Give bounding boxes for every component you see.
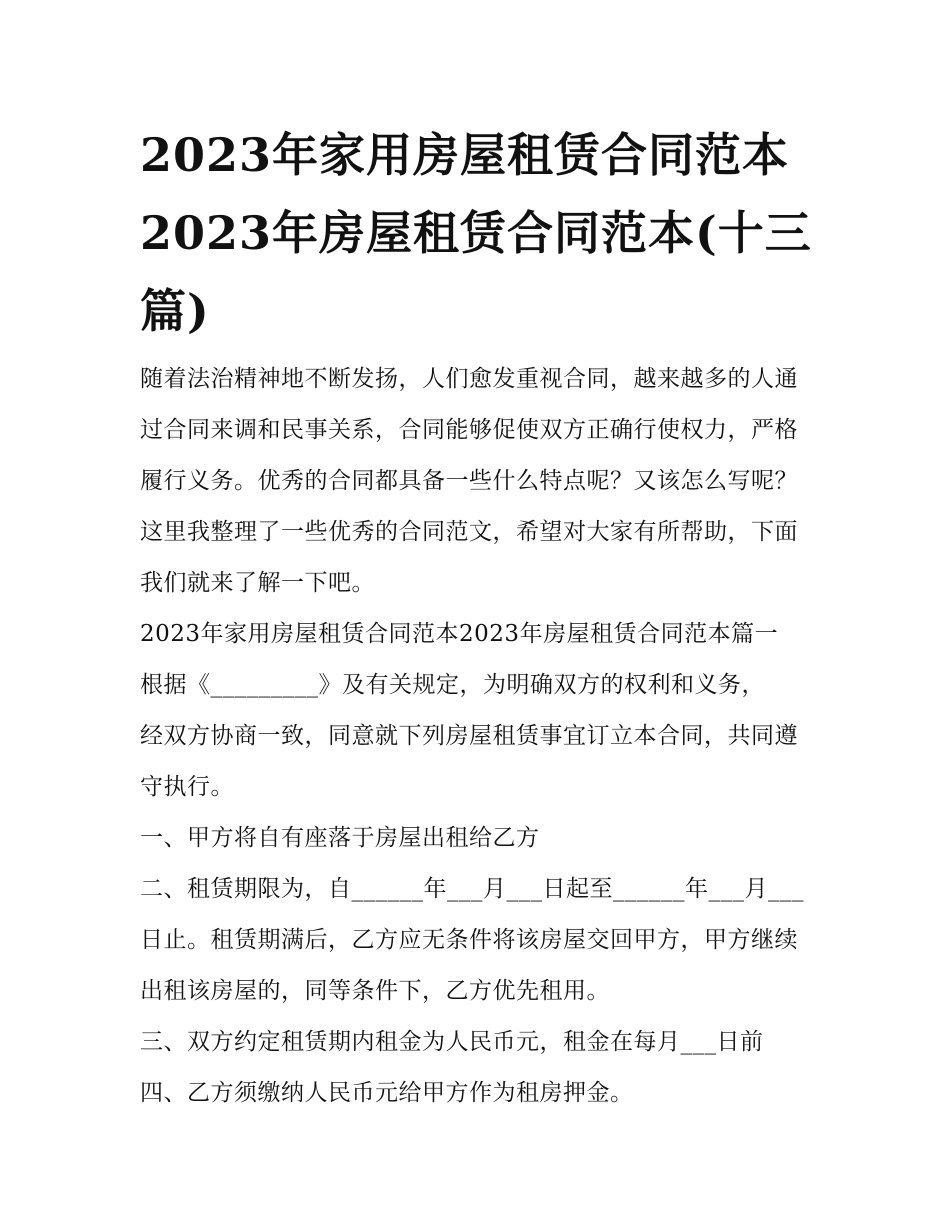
intro-paragraph: 随着法治精神地不断发扬，人们愈发重视合同，越来越多的人通过合同来调和民事关系，合同能够促使双方正确行使权力，严格履行义务。优秀的合同都具备一些什么特点呢？又该怎么写呢？这里我整理了一些优秀的合同范文，希望对大家有所帮助，下面我们就来了解一下吧。 bbox=[140, 366, 798, 596]
section-heading: 2023年家用房屋租赁合同范本2023年房屋租赁合同范本篇一 bbox=[140, 621, 779, 647]
clause-4: 四、乙方须缴纳人民币元给甲方作为租房押金。 bbox=[140, 1080, 634, 1106]
document-body bbox=[140, 116, 820, 1119]
document-title: 2023年家用房屋租赁合同范本2023年房屋租赁合同范本(十三篇) bbox=[140, 128, 812, 338]
preamble-paragraph: 根据《_________》及有关规定，为明确双方的权利和义务， bbox=[140, 672, 765, 698]
clause-1: 一、甲方将自有座落于房屋出租给乙方 bbox=[140, 825, 540, 851]
clause-2: 二、租赁期限为，自______年___月___日起至______年___月___日止。租赁期满后，乙方应无条件将该房屋交回甲方，甲方继续出租该房屋的，同等条件下，乙方优先租用。 bbox=[140, 876, 804, 1004]
clause-3: 三、双方约定租赁期内租金为人民币元，租金在每月___日前 bbox=[140, 1029, 764, 1055]
preamble-continuation: 经双方协商一致，同意就下列房屋租赁事宜订立本合同，共同遵守执行。 bbox=[140, 723, 798, 800]
